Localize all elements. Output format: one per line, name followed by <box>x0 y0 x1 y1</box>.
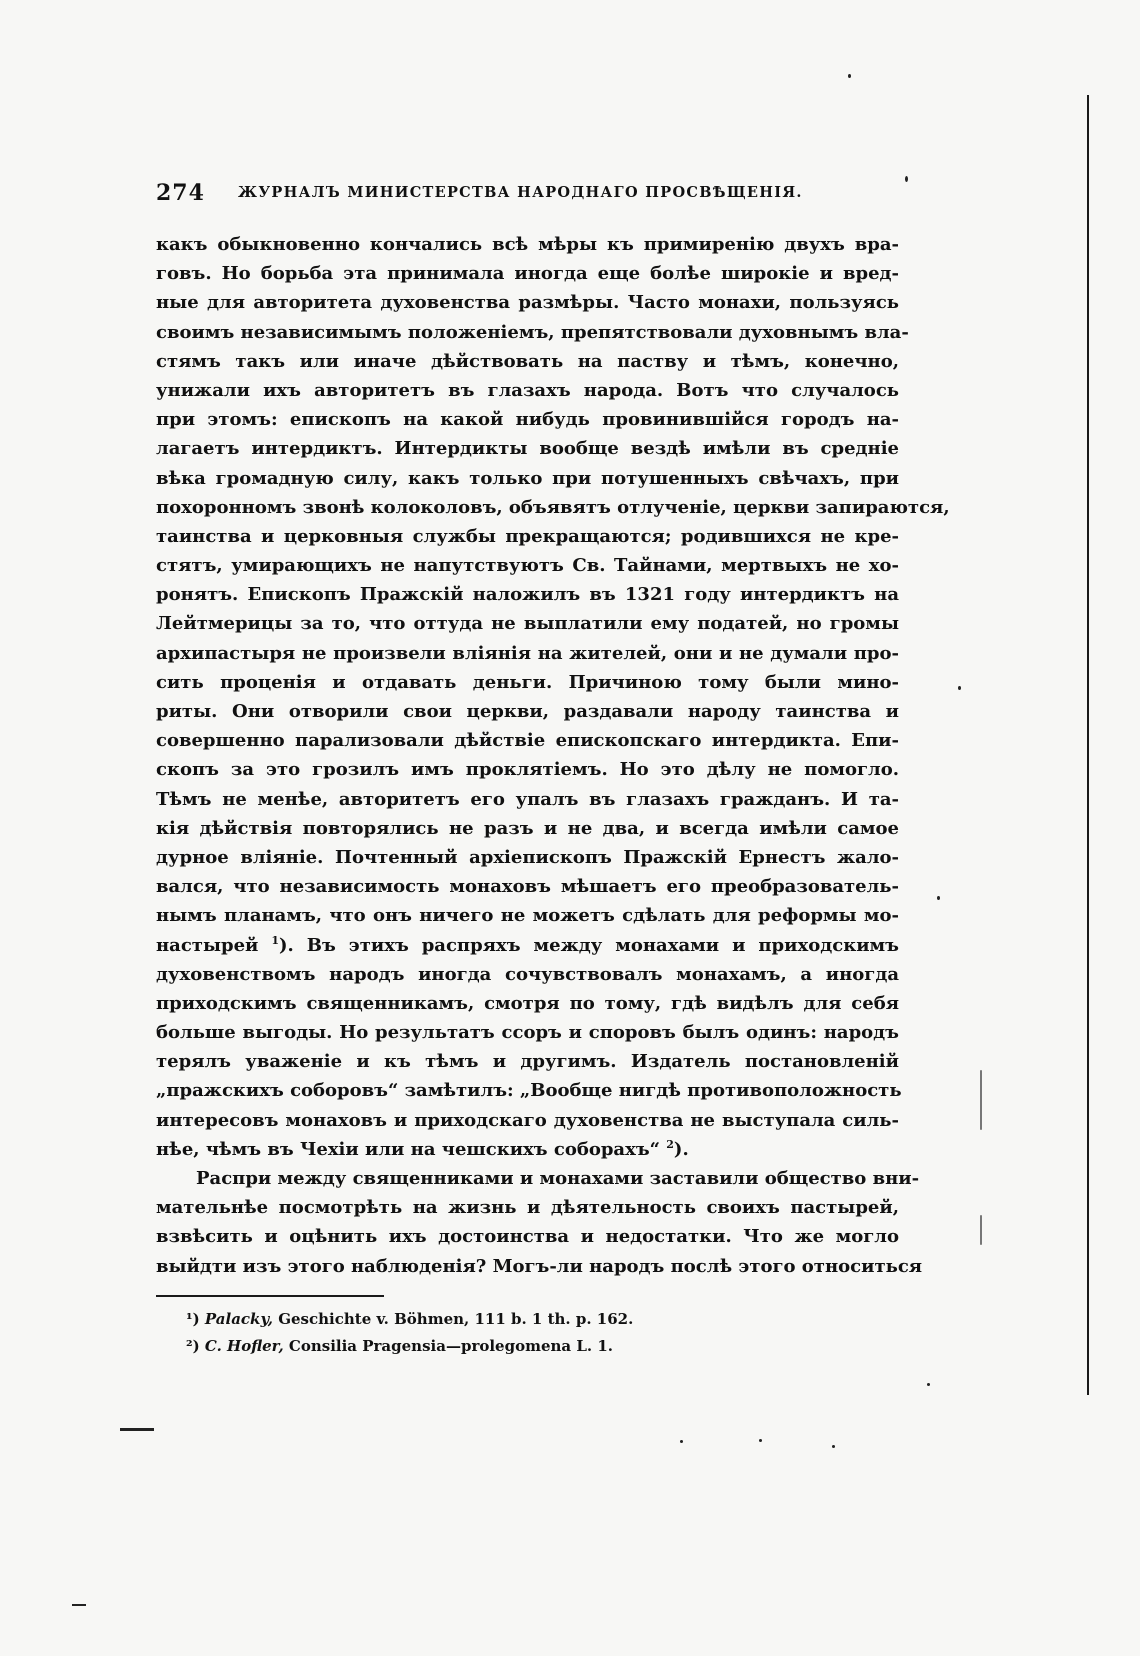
scan-speck <box>848 74 851 78</box>
text-line: кія дѣйствія повторялись не разъ и не два, и всегда имѣли самое <box>156 817 899 839</box>
text-line: стямъ такъ или иначе дѣйствовать на паству и тѣмъ, конечно, <box>156 350 899 372</box>
footnote-ref-2: 2 <box>666 1137 674 1151</box>
text-line: нымъ планамъ, что онъ ничего не можетъ сдѣлать для реформы мо- <box>156 905 899 927</box>
text-line: риты. Они отворили свои церкви, раздавали народу таинства и <box>156 701 899 722</box>
text-line-with-footnote-1 <box>156 931 899 960</box>
footnote-marker: ¹) <box>186 1310 200 1328</box>
text-line: совершенно парализовали дѣйствіе епископскаго интердикта. Епи- <box>156 730 899 752</box>
text-line: таинства и церковныя службы прекращаются; родившихся не кре- <box>156 525 899 547</box>
text-line: взвѣсить и оцѣнить ихъ достоинства и недостатки. Что же могло <box>156 1226 899 1248</box>
scan-speck <box>759 1439 762 1442</box>
footnote-1 <box>186 1306 886 1333</box>
text-line: духовенствомъ народъ иногда сочувствовалъ монахамъ, а иногда <box>156 963 899 985</box>
text-line: терялъ уваженіе и къ тѣмъ и другимъ. Издатель постановленій <box>156 1051 899 1073</box>
text-line: вѣка громадную силу, какъ только при потушенныхъ свѣчахъ, при <box>156 467 899 489</box>
scan-mark <box>120 1428 154 1431</box>
text-line: интересовъ монаховъ и приходскаго духовенства не выступала силь- <box>156 1109 899 1131</box>
scan-speck <box>937 896 940 900</box>
footnote-text: Geschichte v. Böhmen, 111 b. 1 th. p. 162. <box>278 1310 634 1328</box>
paragraph-start-line: Распри между священниками и монахами заставили общество вни- <box>196 1168 920 1189</box>
text-line: сить проценія и отдавать деньги. Причиною тому были мино- <box>156 671 899 693</box>
footnote-marker: ²) <box>186 1337 200 1355</box>
text-line: выйдти изъ этого наблюденія? Могъ-ли народъ послѣ этого относиться <box>156 1255 923 1277</box>
text-line: ронятъ. Епископъ Пражскій наложилъ въ 1321 году интердиктъ на <box>156 584 899 606</box>
text-line: „пражскихъ соборовъ“ замѣтилъ: „Вообще нигдѣ противоположность <box>156 1080 902 1102</box>
footnote-author: Palacky, <box>204 1310 273 1328</box>
scan-speck <box>905 176 908 182</box>
text-line: лагаетъ интердиктъ. Интердикты вообще вездѣ имѣли въ средніе <box>156 438 899 460</box>
text-line: больше выгоды. Но результатъ ссоръ и споровъ былъ одинъ: народъ <box>156 1022 899 1044</box>
text-fragment: ). <box>673 1138 689 1160</box>
text-line: скопъ за это грозилъ имъ проклятіемъ. Но это дѣлу не помогло. <box>156 759 899 781</box>
text-line: вался, что независимость монаховъ мѣшаетъ его преобразователь- <box>156 876 899 898</box>
footnote-ref-1: 1 <box>271 933 280 947</box>
text-fragment: ). Въ этихъ распряхъ между монахами и приходскимъ <box>279 934 899 956</box>
text-line: Тѣмъ не менѣе, авторитетъ его упалъ въ глазахъ гражданъ. И та- <box>156 788 899 810</box>
running-title: ЖУРНАЛЪ МИНИСТЕРСТВА НАРОДНАГО ПРОСВѢЩЕНІЯ. <box>238 184 803 201</box>
text-line: ные для авторитета духовенства размѣры. Часто монахи, пользуясь <box>156 292 899 314</box>
footnote-text: Consilia Pragensia—prolegomena L. 1. <box>288 1337 613 1355</box>
footnote-separator <box>156 1295 384 1297</box>
scan-speck <box>980 1070 982 1130</box>
text-line: при этомъ: епископъ на какой нибудь провинившійся городъ на- <box>156 409 899 431</box>
scan-speck <box>680 1440 683 1443</box>
text-line: Лейтмерицы за то, что оттуда не выплатили ему податей, но громы <box>156 613 899 635</box>
scan-speck <box>832 1445 835 1448</box>
scan-speck <box>980 1215 982 1245</box>
text-line: архипастыря не произвели вліянія на жителей, они и не думали про- <box>156 642 899 664</box>
text-line: похоронномъ звонѣ колоколовъ, объявятъ отлученіе, церкви запираются, <box>156 496 950 518</box>
text-line: говъ. Но борьба эта принимала иногда еще болѣе широкіе и вред- <box>156 263 899 285</box>
text-line-with-footnote-2 <box>156 1135 899 1164</box>
text-line: своимъ независимымъ положеніемъ, препятствовали духовнымъ вла- <box>156 321 909 343</box>
footnotes <box>186 1306 886 1360</box>
text-fragment: нѣе, чѣмъ въ Чехіи или на чешскихъ соборахъ“ <box>156 1138 660 1160</box>
body-text <box>156 230 950 1281</box>
footnote-author: C. Hofler, <box>204 1337 284 1355</box>
text-line: приходскимъ священникамъ, смотря по тому, гдѣ видѣлъ для себя <box>156 992 899 1014</box>
text-fragment: настырей <box>156 934 259 956</box>
text-line: мательнѣе посмотрѣть на жизнь и дѣятельность своихъ пастырей, <box>156 1197 899 1219</box>
footnote-2 <box>186 1333 886 1360</box>
binding-edge-rule <box>1087 95 1089 1395</box>
text-line: стятъ, умирающихъ не напутствуютъ Св. Тайнами, мертвыхъ не хо- <box>156 555 899 577</box>
page-number: 274 <box>156 180 205 206</box>
page-header <box>156 180 916 210</box>
text-line: какъ обыкновенно кончались всѣ мѣры къ примиренію двухъ вра- <box>156 234 899 255</box>
scan-speck <box>958 686 961 690</box>
text-line: унижали ихъ авторитетъ въ глазахъ народа. Вотъ что случалось <box>156 379 899 401</box>
scan-speck <box>927 1383 930 1386</box>
text-line: дурное вліяніе. Почтенный архіепископъ Пражскій Ернестъ жало- <box>156 846 899 868</box>
scan-mark <box>72 1604 86 1606</box>
